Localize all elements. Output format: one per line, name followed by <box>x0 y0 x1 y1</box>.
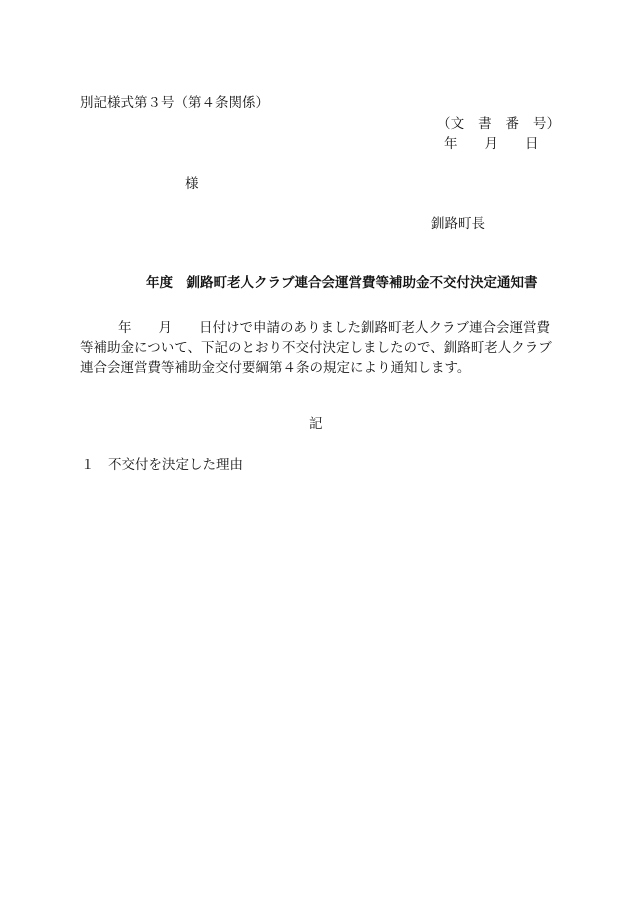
document-number: （文 書 番 号） <box>437 116 561 132</box>
date-line: 年 月 日 <box>444 136 539 152</box>
body-paragraph: 年 月 日付けで申請のありました釧路町老人クラブ連合会運営費等補助金について、下記のとおり不交付決定しましたので、釧路町老人クラブ連合会運営費等補助金交付要綱第４条の規定により通知します。 <box>80 320 552 376</box>
ki-heading: 記 <box>309 416 323 432</box>
recipient-line: 様 <box>185 176 199 192</box>
item-1-reason: １ 不交付を決定した理由 <box>81 457 243 473</box>
document-title: 年度 釧路町老人クラブ連合会運営費等補助金不交付決定通知書 <box>146 275 538 291</box>
form-label: 別記様式第３号（第４条関係） <box>80 95 269 111</box>
sender-name: 釧路町長 <box>431 216 485 232</box>
